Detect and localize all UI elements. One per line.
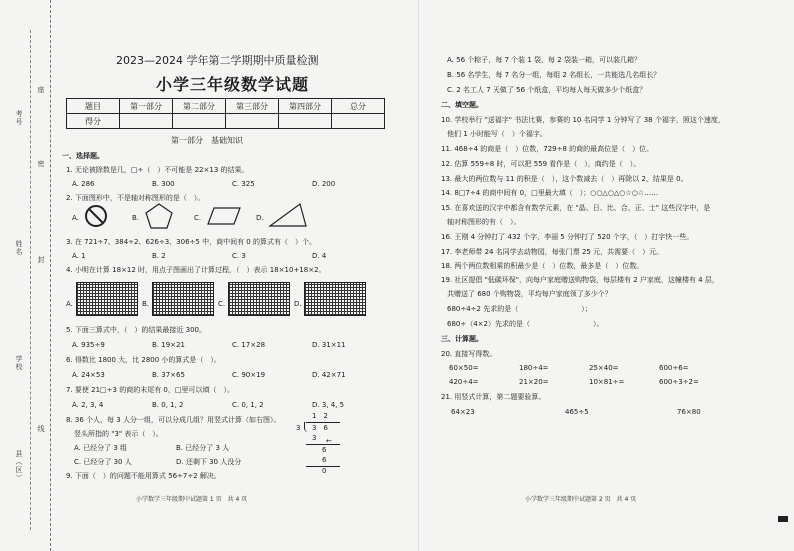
q9-opt-c: C. 2 名工人 7 天做了 56 个纸盒，平均每人每天做多少个纸盒？: [447, 86, 647, 94]
q1-opt-d: D. 200: [312, 180, 336, 188]
q6-opt-b: B. 37×65: [152, 371, 185, 379]
q5-opt-c: C. 17×28: [232, 341, 266, 349]
question-19-part2: 680÷（4×2）先求的是（ ）。: [447, 320, 604, 328]
q3-opt-b: B. 2: [152, 252, 166, 260]
exam-title: 2023—2024 学年第二学期期中质量检测: [116, 54, 319, 67]
question-2: 2. 下面图形中，不是轴对称图形的是（ ）。: [66, 194, 205, 202]
question-8: 8. 36 个人，每 3 人分一组，可以分成几组？用竖式计算（如右图）。: [66, 416, 281, 424]
question-20: 20. 直接写得数。: [441, 350, 497, 358]
page-2: [435, 0, 785, 551]
page-1-footer: 小学数学三年级期中试题第 1 页 共 4 页: [136, 496, 248, 503]
question-1: 1. 无论被除数是几，□÷（ ）不可能是 22×13 的结果。: [66, 166, 249, 174]
line-mark: 线: [37, 425, 45, 433]
dot-grid-a: [76, 282, 138, 316]
scan-mark: [778, 516, 788, 522]
dot-grid-b: [152, 282, 214, 316]
q7-opt-a: A. 2, 3, 4: [72, 401, 104, 409]
county-label: 县（区）: [15, 450, 23, 482]
question-3: 3. 在 721÷7、384÷2、626÷3、306÷5 中，商中间有 0 的算式有（ ）个。: [66, 238, 316, 246]
question-10-cont: 他们 1 小时能写（ ）个福字。: [447, 130, 547, 138]
vertical-calc-1: 64×23: [451, 408, 475, 416]
q2-opt-b: B.: [132, 214, 140, 222]
question-11: 11. 468÷4 的商是（ ）位数，729÷8 的商的最高位是（ ）位。: [441, 145, 654, 153]
question-13: 13. 最大的两位数与 11 的积是（ ），这个数减去（ ）再除以 2，结果是 0。: [441, 175, 688, 183]
division-bracket: [304, 422, 309, 432]
question-16: 16. 王刚 4 分钟打了 432 个字，李丽 5 分钟打了 520 个字，（ ）打字快一些。: [441, 233, 694, 241]
question-5: 5. 下面三算式中，（ ）的结果最接近 300。: [66, 326, 206, 334]
parallelogram-icon: [206, 206, 242, 226]
question-12: 12. 估算 559÷8 时，可以把 559 看作是（ ），商约是（ ）。: [441, 160, 641, 168]
section-choice: 一、选择题。: [62, 152, 104, 160]
pentagon-icon: [144, 202, 174, 230]
question-8-sub: 竖头所指的 "3" 表示（ ）。: [74, 430, 163, 438]
vertical-calc-3: 76×80: [677, 408, 701, 416]
step-subtract-2: 6: [322, 456, 327, 464]
q3-opt-c: C. 3: [232, 252, 246, 260]
score-cell[interactable]: [332, 114, 385, 129]
q9-opt-a: A. 56 个粽子，每 7 个装 1 袋，每 2 袋装一箱，可以装几箱？: [447, 56, 641, 64]
division-bar: [306, 422, 340, 423]
seat-label: 座: [37, 86, 45, 94]
question-6: 6. 得数比 1800 大，比 2800 小的算式是（ ）。: [66, 356, 221, 364]
section-calc: 三、计算题。: [441, 335, 483, 343]
score-cell[interactable]: [120, 114, 173, 129]
mental-math-4: 600÷6=: [659, 364, 689, 372]
q8-opt-d: D. 还剩下 30 人没分: [176, 458, 242, 466]
score-header-item: 题目: [67, 99, 120, 114]
score-header-part1: 第一部分: [120, 99, 173, 114]
question-17: 17. 李老师带 24 名同学去动物园，每张门票 25 元，共需要（ ）元。: [441, 248, 664, 256]
question-19-part1: 680÷4÷2 先求的是（ ）；: [447, 305, 592, 313]
divisor: 3: [296, 424, 301, 432]
q5-opt-d: D. 31×11: [312, 341, 346, 349]
long-division-diagram: [296, 412, 356, 476]
question-14: 14. 8□7÷4 的商中间有 0，□里最大填（ ）；○○△○△○☆○☆……: [441, 189, 659, 197]
dense-mark: 密: [37, 160, 45, 168]
q4-opt-c: C.: [218, 300, 226, 308]
score-header-part4: 第四部分: [279, 99, 332, 114]
page-fold: [418, 0, 419, 551]
dot-grid-d: [304, 282, 366, 316]
score-header-part2: 第二部分: [173, 99, 226, 114]
mental-math-2: 180÷4=: [519, 364, 549, 372]
page-2-footer: 小学数学三年级期中试题第 2 页 共 4 页: [525, 496, 637, 503]
section-fill: 二、填空题。: [441, 101, 483, 109]
q2-opt-c: C.: [194, 214, 202, 222]
q3-opt-d: D. 4: [312, 252, 327, 260]
q3-opt-a: A. 1: [72, 252, 86, 260]
mental-math-8: 600÷3÷2=: [659, 378, 699, 386]
mental-math-7: 10×81÷=: [589, 378, 625, 386]
score-row-label: 得分: [67, 114, 120, 129]
q8-opt-b: B. 已经分了 3 人: [176, 444, 230, 452]
q4-opt-d: D.: [294, 300, 302, 308]
q8-opt-a: A. 已经分了 3 组: [74, 444, 128, 452]
question-9: 9. 下面（ ）的问题不能用算式 56÷7÷2 解决。: [66, 472, 221, 480]
step-subtract-1: 3: [312, 434, 317, 442]
triangle-icon: [268, 202, 308, 228]
q2-opt-a: A.: [72, 214, 79, 222]
mental-math-3: 25×40=: [589, 364, 619, 372]
q6-opt-c: C. 90×19: [232, 371, 266, 379]
step-final: 0: [322, 467, 327, 475]
page-1: [56, 0, 396, 551]
binding-strip: [0, 0, 51, 551]
q7-opt-c: C. 0, 1, 2: [232, 401, 264, 409]
q1-opt-a: A. 286: [72, 180, 95, 188]
dividend: 3 6: [312, 424, 328, 432]
score-header-total: 总分: [332, 99, 385, 114]
exam-subject-title: 小学三年级数学试题: [156, 75, 310, 94]
score-table: [66, 98, 385, 129]
prohibition-sign-icon: [84, 204, 108, 228]
q7-opt-d: D. 3, 4, 5: [312, 401, 345, 409]
seal-mark: 封: [37, 256, 45, 264]
dot-grid-c: [228, 282, 290, 316]
question-21: 21. 用竖式计算，第二题要验算。: [441, 393, 546, 401]
q4-opt-b: B.: [142, 300, 150, 308]
mental-math-1: 60×50=: [449, 364, 479, 372]
exam-no-label: 考号: [15, 110, 23, 126]
question-7: 7. 要使 21□÷3 的商的末尾有 0，□里可以填（ ）。: [66, 386, 234, 394]
school-label: 学校: [15, 355, 23, 371]
score-cell[interactable]: [226, 114, 279, 129]
part-label: 第一部分 基础知识: [171, 136, 243, 145]
arrow-left-icon: ←: [326, 437, 332, 445]
question-10: 10. 学校举行 "送福字" 书法比赛，参赛的 10 名同学 1 分钟写了 38 个福字，照这个速度，: [441, 116, 725, 124]
q5-opt-a: A. 935÷9: [72, 341, 105, 349]
q8-opt-c: C. 已经分了 30 人: [74, 458, 132, 466]
q2-opt-d: D.: [256, 214, 264, 222]
question-15: 15. 在喜欢送的汉字中都含有数学元素，在 "晶、日、比、合、正、士" 这些汉字中，是: [441, 204, 711, 212]
step-bar-1: [306, 444, 340, 445]
q1-opt-c: C. 325: [232, 180, 255, 188]
question-18: 18. 两个两位数相乘的积最少是（ ）位数，最多是（ ）位数。: [441, 262, 644, 270]
quotient: 1 2: [312, 412, 328, 420]
score-header-part3: 第三部分: [226, 99, 279, 114]
question-15-cont: 轴对称图形的有（ ）。: [447, 218, 521, 226]
q1-opt-b: B. 300: [152, 180, 175, 188]
score-cell[interactable]: [173, 114, 226, 129]
question-19-cont: 共赠送了 680 个购物袋，平均每户家庭领了多少个？: [447, 290, 612, 298]
q9-opt-b: B. 56 名学生，每 7 名分一组，每组 2 名组长，一共能选几名组长？: [447, 71, 661, 79]
score-cell[interactable]: [279, 114, 332, 129]
q4-opt-a: A.: [66, 300, 73, 308]
mental-math-6: 21×20=: [519, 378, 549, 386]
question-4: 4. 小明在计算 18×12 时，用点子图画出了计算过程，（ ）表示 18×10+18×2。: [66, 266, 326, 274]
q6-opt-a: A. 24×53: [72, 371, 105, 379]
q7-opt-b: B. 0, 1, 2: [152, 401, 184, 409]
step-remainder: 6: [322, 446, 327, 454]
q6-opt-d: D. 42×71: [312, 371, 346, 379]
question-19: 19. 社区提倡 "低碳环保"，向每户家庭赠送购物袋，每层楼有 2 户家庭，这幢楼有 4 层，: [441, 276, 719, 284]
q5-opt-b: B. 19×21: [152, 341, 185, 349]
mental-math-5: 420÷4=: [449, 378, 479, 386]
name-label: 姓名: [15, 240, 23, 256]
cut-line: [30, 30, 31, 530]
vertical-calc-2: 465÷5: [565, 408, 589, 416]
